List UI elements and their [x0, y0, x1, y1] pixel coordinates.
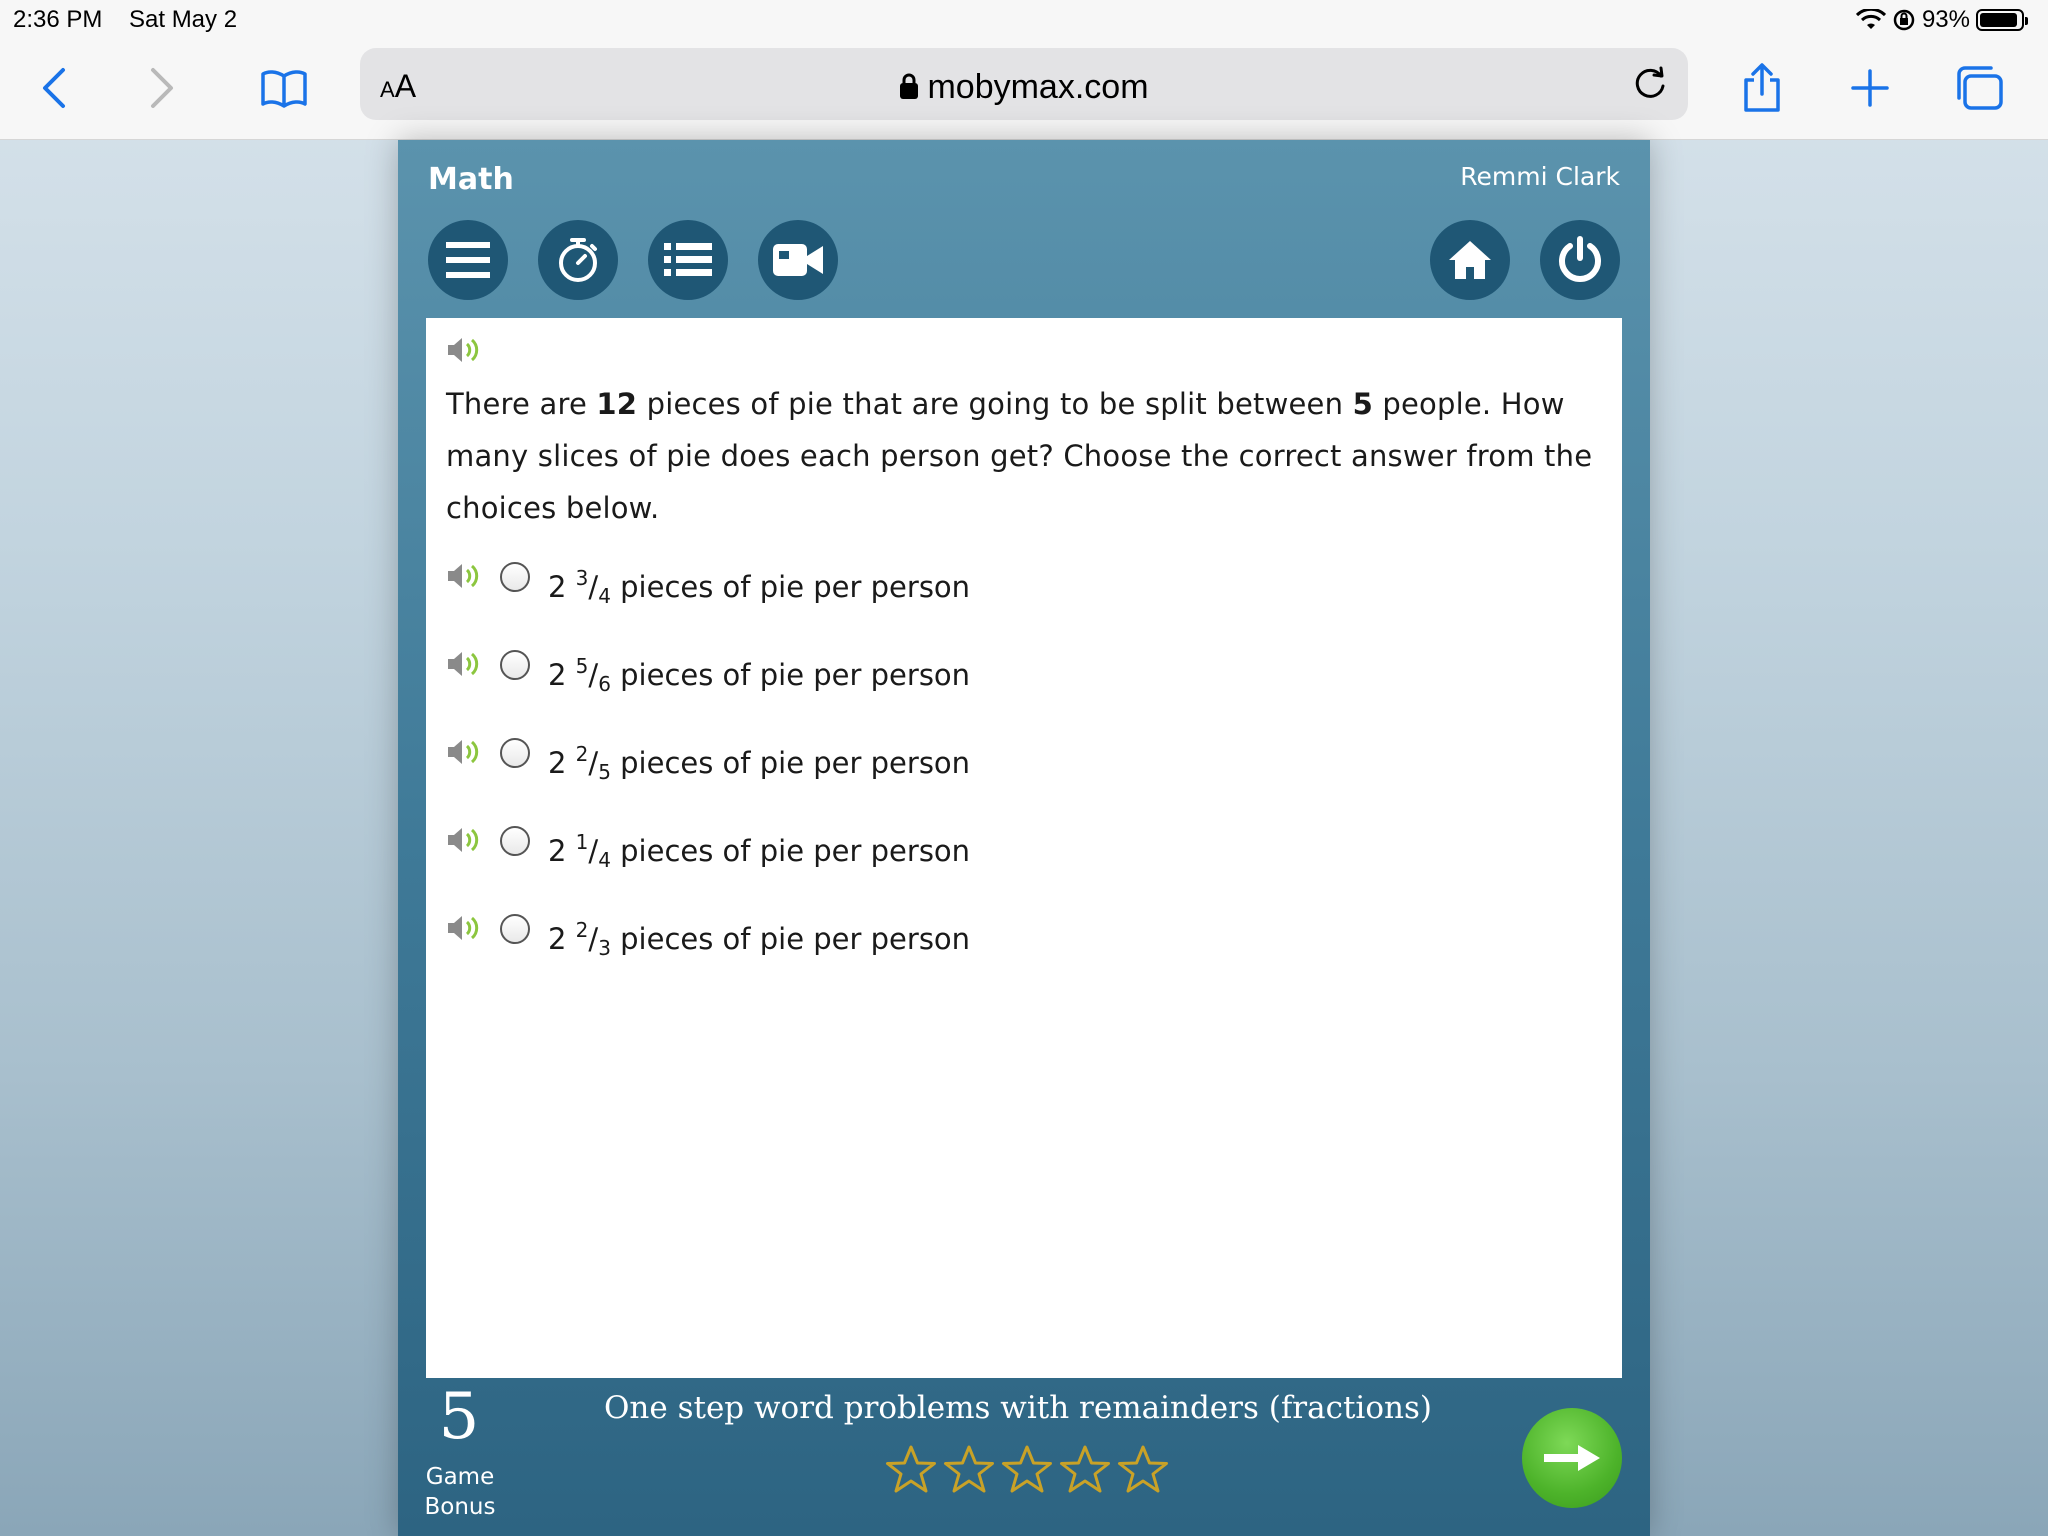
share-button[interactable] — [1732, 58, 1792, 118]
tabs-button[interactable] — [1950, 58, 2010, 118]
game-bonus-count: 5 — [438, 1380, 480, 1454]
choice-radio[interactable] — [500, 738, 530, 768]
forward-button[interactable] — [132, 58, 192, 118]
video-button[interactable] — [758, 220, 838, 300]
tabs-icon — [1955, 64, 2005, 112]
choice-radio[interactable] — [500, 562, 530, 592]
choice-label: 2 $^2/_3$ pieces of pie per person — [548, 918, 971, 960]
reload-icon — [1628, 62, 1672, 106]
next-button[interactable] — [1522, 1408, 1622, 1508]
user-name: Remmi Clark — [1460, 162, 1620, 191]
status-bar — [0, 0, 2048, 40]
answer-choice-5[interactable] — [446, 914, 1346, 964]
status-date: Sat May 2 — [129, 6, 238, 33]
new-tab-button[interactable] — [1840, 58, 1900, 118]
power-button[interactable] — [1540, 220, 1620, 300]
choice-label: 2 $^5/_6$ pieces of pie per person — [548, 654, 971, 696]
choice-audio-button[interactable] — [446, 562, 480, 590]
status-right — [1856, 6, 2024, 34]
game-bonus-label: Game Bonus — [424, 1464, 496, 1520]
home-button[interactable] — [1430, 220, 1510, 300]
choice-label: 2 $^3/_4$ pieces of pie per person — [548, 566, 971, 608]
list-button[interactable] — [648, 220, 728, 300]
choice-label: 2 $^2/_5$ pieces of pie per person — [548, 742, 971, 784]
timer-icon — [556, 236, 600, 284]
subject-title: Math — [428, 162, 514, 197]
question-number-people: 5 — [1352, 387, 1373, 421]
app-panel — [398, 140, 1650, 1536]
video-icon — [773, 242, 823, 278]
reader-options-button[interactable]: AA — [380, 68, 417, 104]
choice-radio[interactable] — [500, 914, 530, 944]
list-icon — [664, 242, 712, 278]
address-bar[interactable] — [360, 48, 1688, 120]
speaker-icon — [446, 650, 480, 678]
choice-audio-button[interactable] — [446, 650, 480, 678]
star-icon — [942, 1444, 996, 1496]
question-number-pieces: 12 — [596, 387, 638, 421]
lock-icon — [899, 72, 919, 100]
battery-icon — [1976, 9, 2024, 31]
wifi-icon — [1856, 9, 1886, 31]
battery-percent: 93% — [1921, 6, 1970, 33]
star-icon — [1000, 1444, 1054, 1496]
bookmarks-icon — [260, 68, 308, 108]
back-icon — [39, 66, 69, 110]
menu-icon — [444, 241, 492, 279]
progress-stars — [884, 1444, 1170, 1496]
browser-toolbar — [0, 40, 2048, 140]
timer-button[interactable] — [538, 220, 618, 300]
status-time: 2:36 PM — [13, 6, 103, 33]
question-text: There are 12 pieces of pie that are going to be split between 5 people. How many slices of pie does each person get? Choose the correct answer from the choices below. — [446, 387, 1593, 525]
answer-choice-3[interactable] — [446, 738, 1346, 788]
speaker-icon — [446, 914, 480, 942]
choice-audio-button[interactable] — [446, 914, 480, 942]
star-icon — [1116, 1444, 1170, 1496]
choice-radio[interactable] — [500, 650, 530, 680]
reload-button[interactable] — [1628, 62, 1672, 106]
choice-audio-button[interactable] — [446, 826, 480, 854]
forward-icon — [147, 66, 177, 110]
speaker-icon — [446, 336, 480, 364]
orientation-lock-icon — [1892, 8, 1916, 32]
bookmarks-button[interactable] — [254, 58, 314, 118]
url-display[interactable] — [360, 68, 1688, 107]
url-text: mobymax.com — [927, 68, 1149, 106]
star-icon — [884, 1444, 938, 1496]
choice-audio-button[interactable] — [446, 738, 480, 766]
share-icon — [1740, 62, 1784, 114]
answer-choice-4[interactable] — [446, 826, 1346, 876]
arrow-right-icon — [1542, 1441, 1602, 1475]
answer-choice-1[interactable] — [446, 562, 1346, 612]
answer-choice-2[interactable] — [446, 650, 1346, 700]
menu-button[interactable] — [428, 220, 508, 300]
choice-label: 2 $^1/_4$ pieces of pie per person — [548, 830, 971, 872]
star-icon — [1058, 1444, 1112, 1496]
new-tab-icon — [1850, 68, 1890, 108]
speaker-icon — [446, 738, 480, 766]
speaker-icon — [446, 562, 480, 590]
question-audio-button[interactable] — [446, 336, 480, 364]
question-card — [426, 318, 1622, 1378]
back-button[interactable] — [24, 58, 84, 118]
home-icon — [1447, 239, 1493, 281]
choice-radio[interactable] — [500, 826, 530, 856]
skill-title: One step word problems with remainders (fractions) — [604, 1390, 1432, 1426]
speaker-icon — [446, 826, 480, 854]
power-icon — [1556, 236, 1604, 284]
